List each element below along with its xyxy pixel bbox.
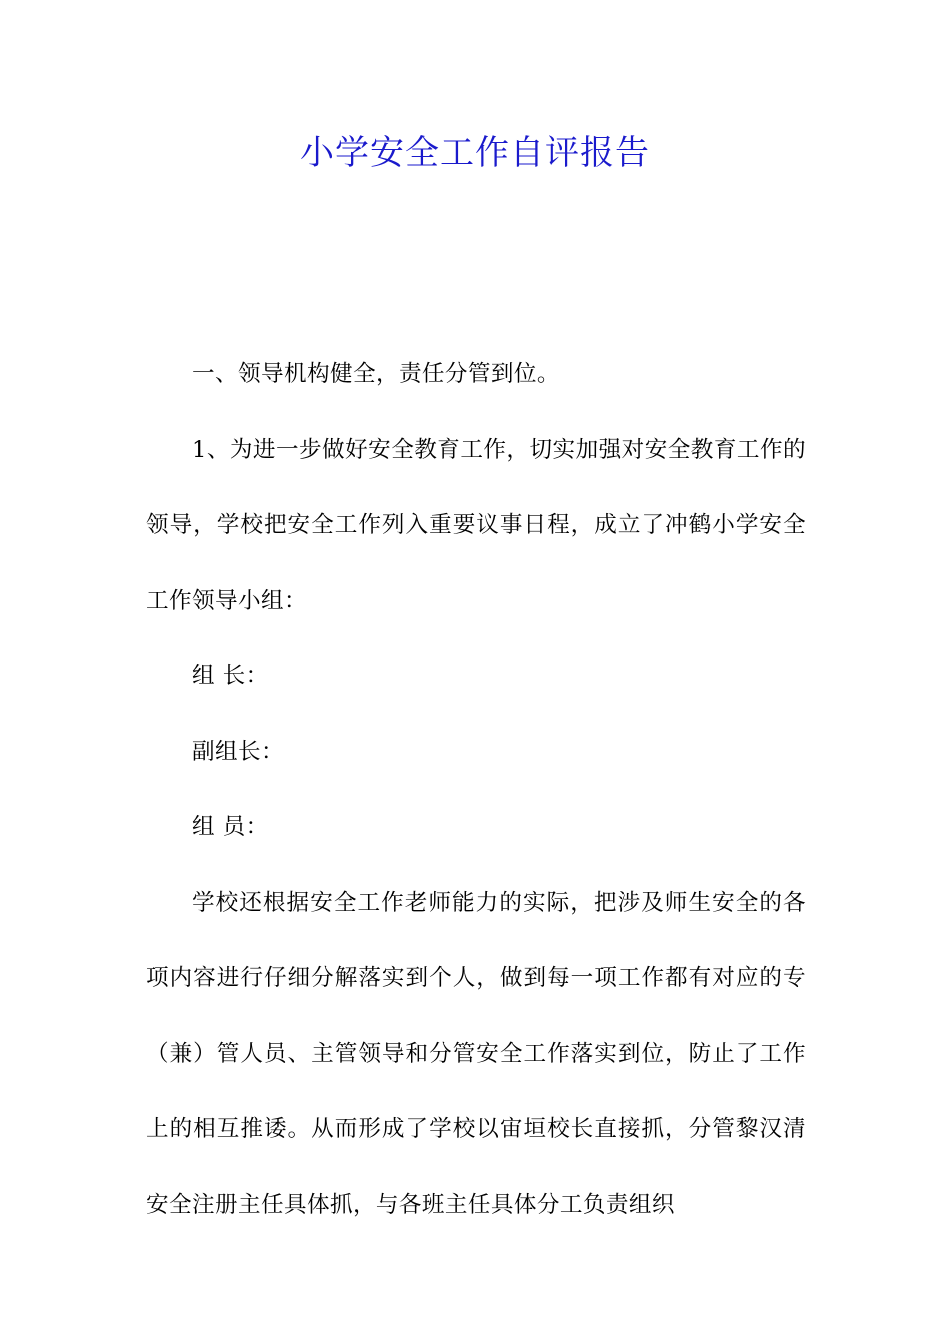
document-body bbox=[146, 337, 806, 1243]
group-leader-line: 组 长： bbox=[192, 663, 269, 689]
deputy-leader-line: 副组长： bbox=[192, 738, 284, 765]
paragraph-leadership-group: 1、为进一步做好安全教育工作，切实加强对安全教育工作的领导，学校把安全工作列入重要议事日程，成立了冲鹤小学安全工作领导小组： bbox=[146, 436, 806, 614]
group-member-line: 组 员： bbox=[192, 814, 269, 840]
section-heading: 一、领导机构健全，责任分管到位。 bbox=[192, 361, 560, 387]
paragraph-responsibility: 学校还根据安全工作老师能力的实际，把涉及师生安全的各项内容进行仔细分解落实到个人，做到每一项工作都有对应的专（兼）管人员、主管领导和分管安全工作落实到位，防止了工作上的相互推诿。从而形成了学校以宙垣校长直接抓，分管黎汉清安全注册主任具体抓，与各班主任具体分工负责组织 bbox=[146, 889, 806, 1218]
document-title: 小学安全工作自评报告 bbox=[300, 133, 650, 173]
